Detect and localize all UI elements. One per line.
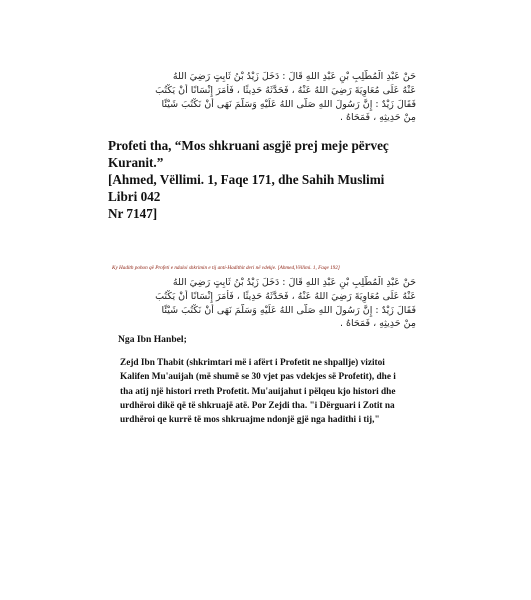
arabic-hadith-text-bottom: [108, 276, 416, 331]
source-intro: Nga Ibn Hanbel;: [118, 334, 187, 345]
arabic-line: عَنْهُ عَلَى مُعَاوِيَةَ رَضِيَ اللهُ عَنْهُ ، فَحَدَّثَهُ حَدِيثًا ، فَأَمَرَ إِنْسَانًا أَنْ يَكْتُبَ: [155, 290, 416, 302]
paragraph-line: urdhëroi qe kurrë të mos shkruajme ndonjë gjë nga hadithi i tij,": [120, 415, 380, 426]
narration-paragraph: [120, 356, 420, 427]
arabic-line: فَقَالَ زَيْدٌ : إِنَّ رَسُولَ اللهِ صَلَّى اللهُ عَلَيْهِ وَسَلَّمَ نَهَى أَنْ نَكْتُبَ شَيْئًا: [161, 304, 416, 316]
hadith-heading: [108, 137, 408, 222]
arabic-line: مِنْ حَدِيثِهِ ، فَمَحَاهُ .: [340, 112, 416, 124]
paragraph-line: urdhëroi dikë që të shkruajë atë. Por Zejdi tha. "i Dërguari i Zotit na: [120, 400, 395, 411]
paragraph-line: Zejd Ibn Thabit (shkrimtari më i afërt i Profetit ne shpallje) vizitoi: [120, 358, 385, 368]
heading-line: Nr 7147]: [108, 206, 158, 221]
paragraph-line: Kalifen Mu'auijah (më shumë se 30 vjet pas vdekjes së Profetit), dhe i: [120, 372, 396, 383]
arabic-line: حَنْ عَبْدِ الْمُطَّلِبِ بْنِ عَبْدِ اللهِ قَالَ : دَخَلَ زَيْدُ بْنُ ثَابِتٍ رَضِيَ اللهُ: [172, 71, 416, 82]
arabic-line: مِنْ حَدِيثِهِ ، فَمَحَاهُ .: [340, 318, 416, 330]
heading-line: Profeti tha, “Mos shkruani asgjë prej meje përveç Kuranit.”: [108, 138, 389, 170]
arabic-line: حَنْ عَبْدِ الْمُطَّلِبِ بْنِ عَبْدِ اللهِ قَالَ : دَخَلَ زَيْدُ بْنُ ثَابِتٍ رَضِيَ اللهُ: [172, 277, 416, 288]
heading-line: [Ahmed, Vëllimi. 1, Faqe 171, dhe Sahih Muslimi Libri 042: [108, 172, 385, 204]
image-caption: Ky Hadith pohon që Profeti e ndaloi shkrimin e tij anti-Hadithit deri në vdekje. [Ahmed,Vëllimi. 1, Faqe 192]: [112, 265, 340, 271]
arabic-hadith-text-top: [108, 70, 416, 125]
paragraph-line: tha atij një histori rreth Profetit. Mu'auijahut i pëlqeu kjo histori dhe: [120, 386, 396, 397]
arabic-line: فَقَالَ زَيْدٌ : إِنَّ رَسُولَ اللهِ صَلَّى اللهُ عَلَيْهِ وَسَلَّمَ نَهَى أَنْ نَكْتُبَ شَيْئًا: [161, 98, 416, 110]
arabic-line: عَنْهُ عَلَى مُعَاوِيَةَ رَضِيَ اللهُ عَنْهُ ، فَحَدَّثَهُ حَدِيثًا ، فَأَمَرَ إِنْسَانًا أَنْ يَكْتُبَ: [155, 84, 416, 96]
